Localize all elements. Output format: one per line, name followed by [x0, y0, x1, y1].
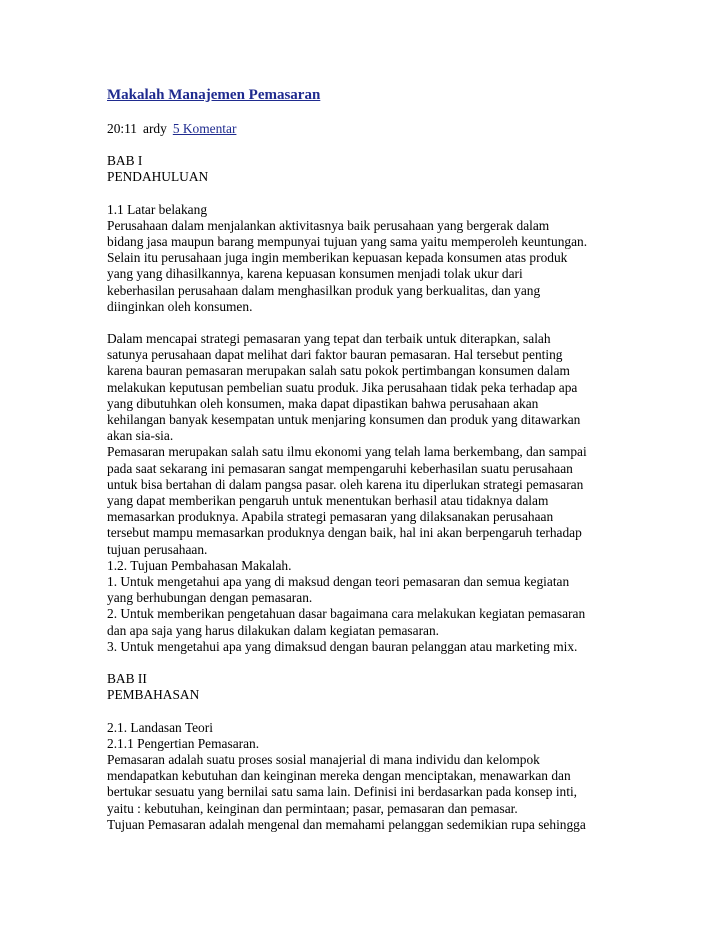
- post-meta: [107, 121, 627, 137]
- text-line: 2.1. Landasan Teori: [107, 719, 213, 735]
- text-line: diinginkan oleh konsumen.: [107, 298, 253, 314]
- text-line: PEMBAHASAN: [107, 687, 200, 703]
- text-line: pada saat sekarang ini pemasaran sangat mempengaruhi keberhasilan suatu perusahaan: [107, 460, 573, 476]
- text-line: yang yang dihasilkannya, karena kepuasan konsumen menjadi tolak ukur dari: [107, 266, 523, 282]
- text-line: Perusahaan dalam menjalankan aktivitasnya baik perusahaan yang bergerak dalam: [107, 217, 550, 233]
- text-line: dan apa saja yang harus dilakukan dalam kegiatan pemasaran.: [107, 622, 440, 638]
- text-line: Pemasaran merupakan salah satu ilmu ekonomi yang telah lama berkembang, dan sampai: [107, 444, 587, 460]
- text-line: 1.2. Tujuan Pembahasan Makalah.: [107, 557, 292, 573]
- text-line: BAB II: [107, 671, 147, 687]
- text-line: karena bauran pemasaran merupakan salah satu pokok pertimbangan konsumen dalam: [107, 363, 570, 379]
- text-line: PENDAHULUAN: [107, 169, 209, 185]
- text-line: 2.1.1 Pengertian Pemasaran.: [107, 735, 260, 751]
- text-line: akan sia-sia.: [107, 428, 174, 444]
- text-line: tersebut mampu memasarkan produknya dengan baik, hal ini akan berpengaruh terhadap: [107, 525, 582, 541]
- text-line: yang berhubungan dengan pemasaran.: [107, 590, 313, 606]
- text-line: keberhasilan perusahaan dalam menghasilkan produk yang berkualitas, dan yang: [107, 282, 541, 298]
- text-line: bidang jasa maupun barang mempunyai tujuan yang sama yaitu memperoleh keuntungan.: [107, 234, 588, 250]
- text-line: Pemasaran adalah suatu proses sosial manajerial di mana individu dan kelompok: [107, 751, 540, 767]
- paragraph-block: [107, 671, 627, 703]
- text-line: melakukan keputusan pembelian suatu produk. Jika perusahaan tidak peka terhadap apa: [107, 379, 578, 395]
- post-title-link[interactable]: Makalah Manajemen Pemasaran: [107, 87, 321, 103]
- post-time: 20:11: [107, 121, 138, 136]
- text-line: 1.1 Latar belakang: [107, 201, 208, 217]
- text-line: bertukar sesuatu yang bernilai satu sama lain. Definisi ini berdasarkan pada konsep inti,: [107, 784, 578, 800]
- comments-link[interactable]: 5 Komentar: [172, 121, 237, 136]
- paragraph-block: [107, 720, 627, 833]
- text-line: kehilangan banyak kesempatan untuk menjaring konsumen dan produk yang ditawarkan: [107, 412, 581, 428]
- text-line: yang dapat memberikan pengaruh untuk menentukan berhasil atau tidaknya dalam: [107, 493, 549, 509]
- text-line: mendapatkan kebutuhan dan keinginan mereka dengan menciptakan, menawarkan dan: [107, 768, 571, 784]
- text-line: 1. Untuk mengetahui apa yang di maksud dengan teori pemasaran dan semua kegiatan: [107, 574, 570, 590]
- text-line: 2. Untuk memberikan pengetahuan dasar bagaimana cara melakukan kegiatan pemasaran: [107, 606, 586, 622]
- text-line: untuk bisa bertahan di dalam pangsa pasar. oleh karena itu diperlukan strategi pemasaran: [107, 476, 584, 492]
- text-line: yang dibutuhkan oleh konsumen, maka dapat dipastikan bahwa perusahaan akan: [107, 395, 539, 411]
- text-line: yaitu : kebutuhan, keinginan dan permintaan; pasar, pemasaran dan pemasar.: [107, 800, 518, 816]
- paragraph-block: [107, 202, 627, 315]
- paragraph-block: [107, 153, 627, 185]
- text-line: 3. Untuk mengetahui apa yang dimaksud dengan bauran pelanggan atau marketing mix.: [107, 638, 578, 654]
- text-line: Selain itu perusahaan juga ingin memberikan kepuasan kepada konsumen atas produk: [107, 250, 568, 266]
- paragraph-block: [107, 331, 627, 655]
- post-author: ardy: [143, 121, 167, 136]
- article-body: [107, 153, 627, 833]
- text-line: satunya perusahaan dapat melihat dari faktor bauran pemasaran. Hal tersebut penting: [107, 347, 563, 363]
- text-line: Tujuan Pemasaran adalah mengenal dan memahami pelanggan sedemikian rupa sehingga: [107, 816, 586, 832]
- text-line: BAB I: [107, 153, 143, 169]
- text-line: Dalam mencapai strategi pemasaran yang tepat dan terbaik untuk diterapkan, salah: [107, 331, 551, 347]
- document-page: [107, 86, 627, 833]
- text-line: tujuan perusahaan.: [107, 541, 208, 557]
- text-line: memasarkan produknya. Apabila strategi pemasaran yang dilaksanakan perusahaan: [107, 509, 554, 525]
